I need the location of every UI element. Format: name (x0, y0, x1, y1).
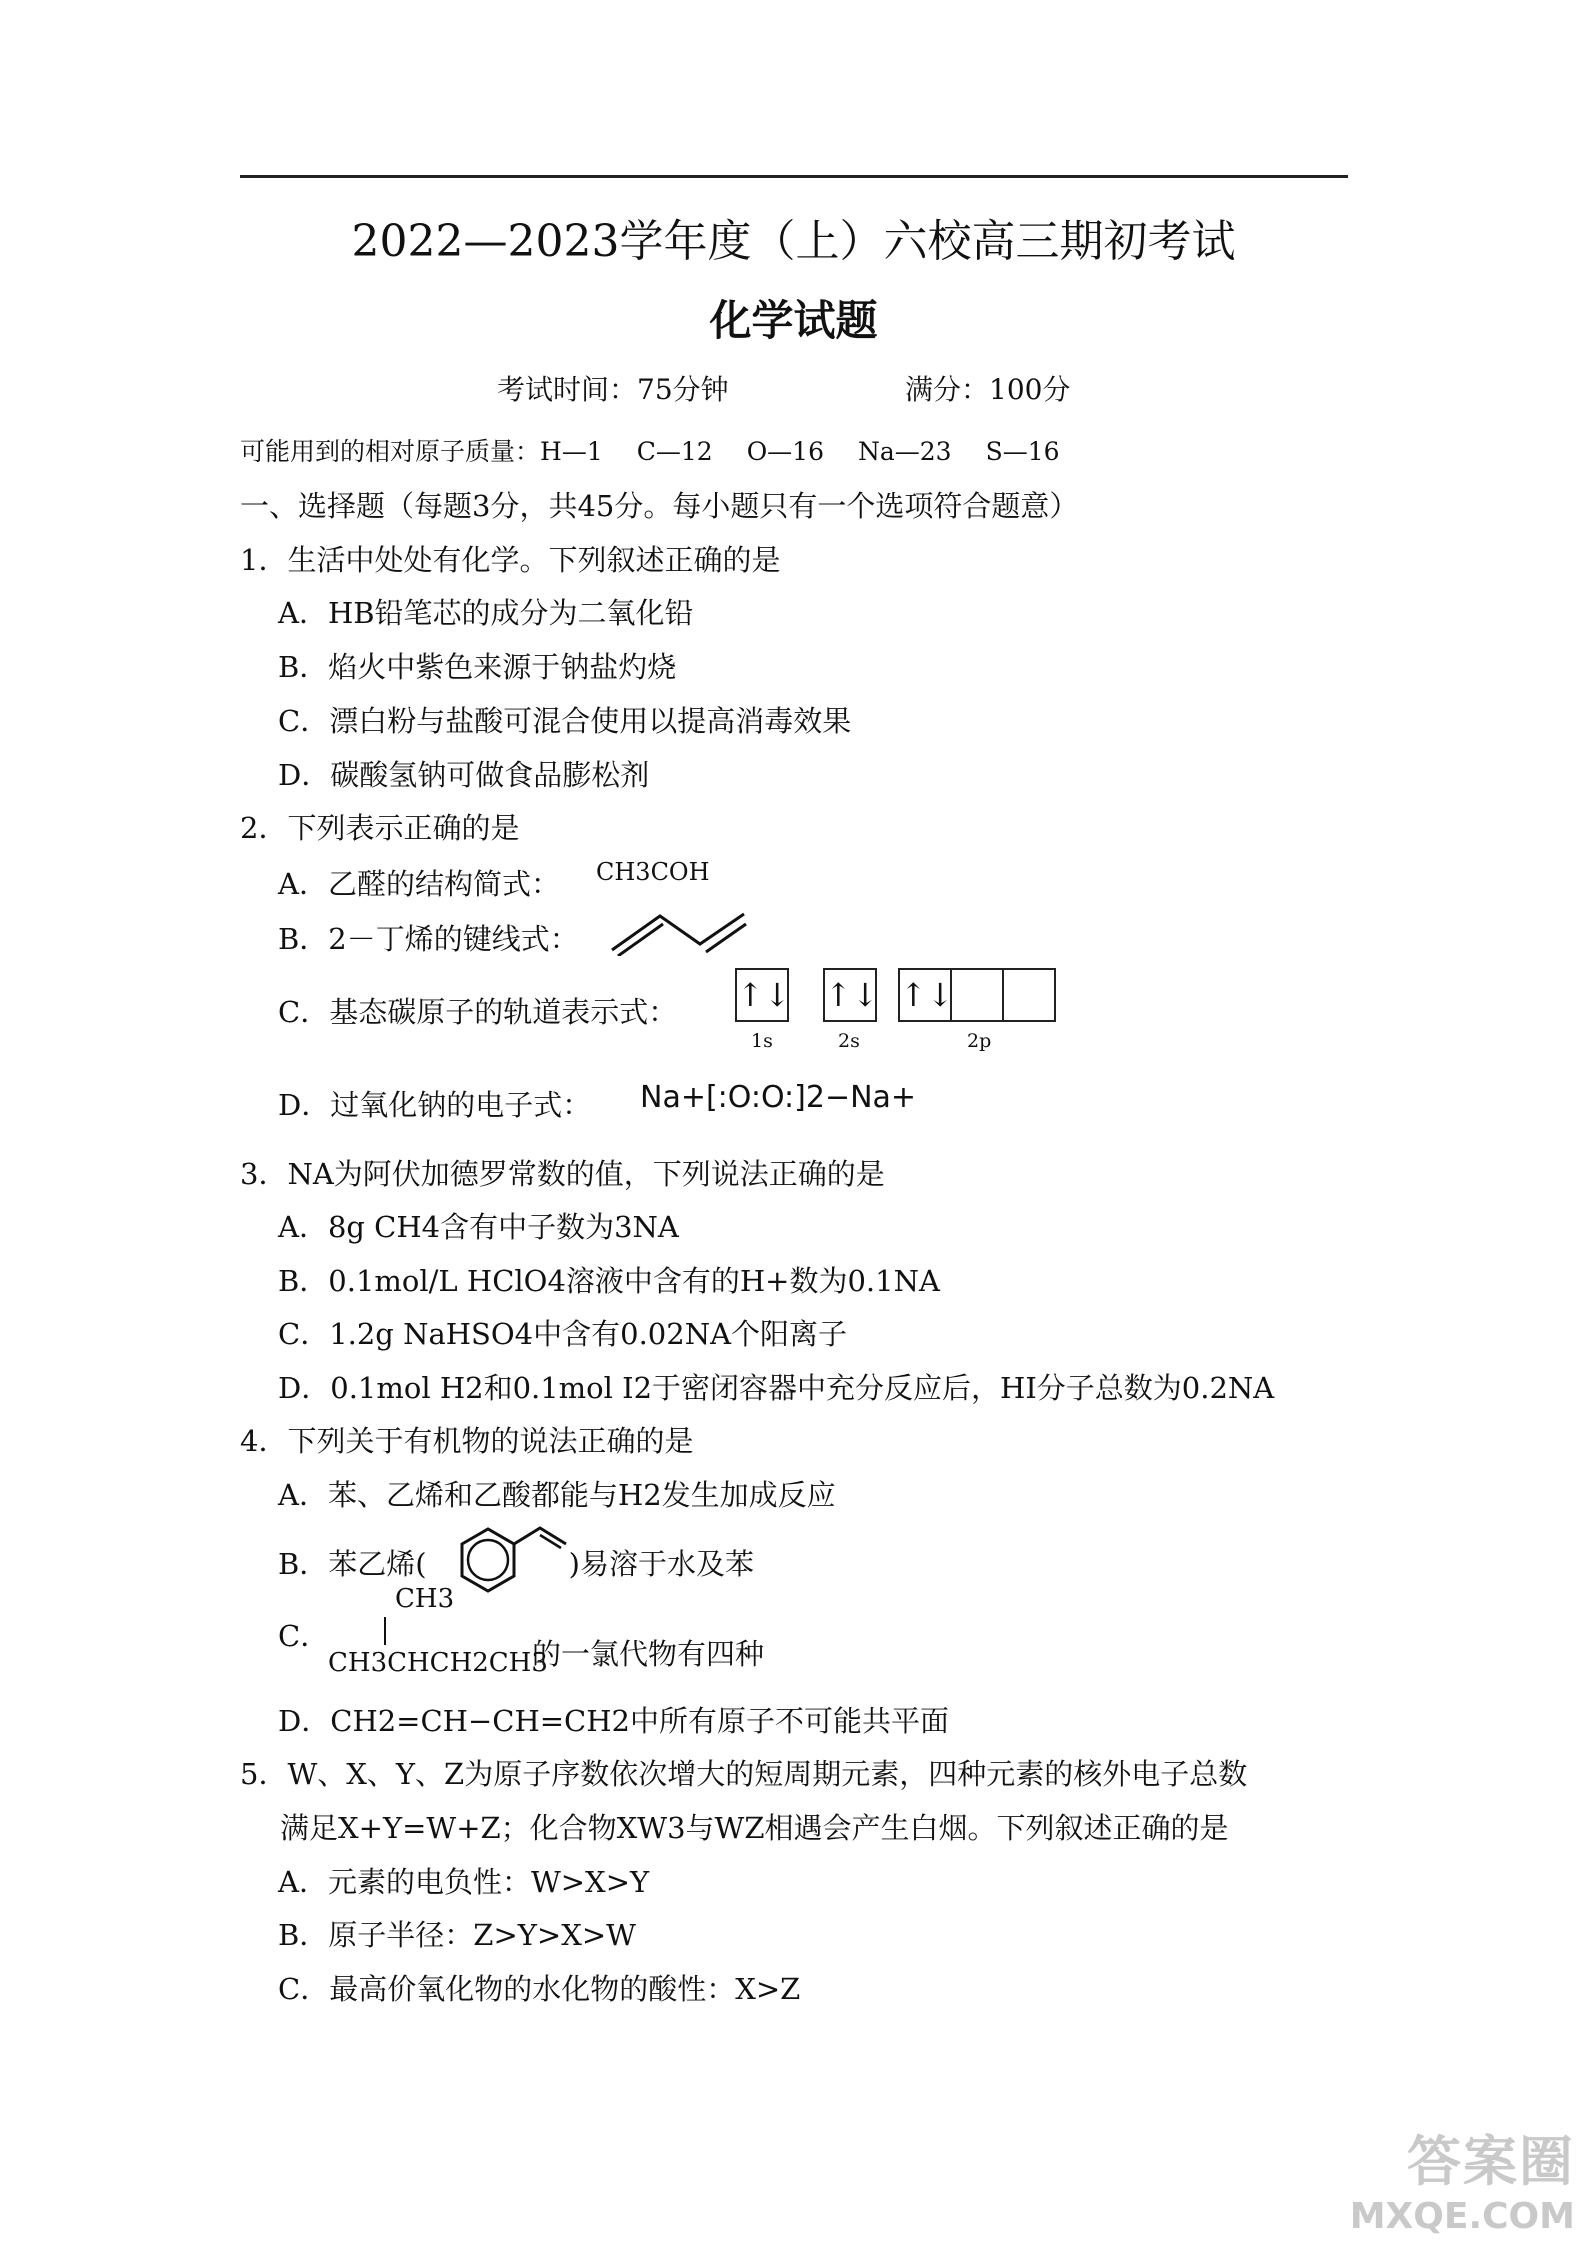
exam-subject: 化学试题 (709, 296, 878, 345)
up-down-arrows-icon: ↑↓ (825, 976, 879, 1014)
orbital-box-2p-3 (1002, 968, 1056, 1022)
q4-b-prefix: B．苯乙烯( (278, 1547, 427, 1581)
orbital-label-2s: 2s (838, 1030, 860, 1052)
q3-option-d: D．0.1mol H2和0.1mol I2于密闭容器中充分反应后，HI分子总数为0.2NA (278, 1371, 1275, 1405)
q4-c-suffix: 的一氯代物有四种 (532, 1637, 765, 1671)
q4-c-branch-ch3: CH3 (395, 1584, 455, 1614)
header-rule (240, 175, 1348, 178)
orbital-label-2p: 2p (967, 1030, 992, 1052)
q5-stem-line-2: 满足X+Y=W+Z；化合物XW3与WZ相遇会产生白烟。下列叙述正确的是 (280, 1811, 1229, 1845)
mass-s: S—16 (985, 437, 1060, 466)
q5-stem-line-1: 5．W、X、Y、Z为原子序数依次增大的短周期元素，四种元素的核外电子总数 (240, 1757, 1248, 1791)
q2-d-electron-formula: Na+[:O:O:]2−Na+ (640, 1080, 917, 1115)
q5-option-b: B．原子半径：Z>Y>X>W (278, 1918, 636, 1952)
q3-option-c: C．1.2g NaHSO4中含有0.02NA个阳离子 (278, 1317, 848, 1351)
q4-stem: 4．下列关于有机物的说法正确的是 (240, 1424, 694, 1458)
orbital-box-2s (823, 968, 877, 1022)
orbital-label-1s: 1s (751, 1030, 773, 1052)
q4-option-d: D．CH2=CH−CH=CH2中所有原子不可能共平面 (278, 1704, 949, 1738)
q1-option-a: A．HB铅笔芯的成分为二氧化铅 (278, 596, 694, 630)
orbital-box-2p-2 (950, 968, 1004, 1022)
q1-option-d: D．碳酸氢钠可做食品膨松剂 (278, 758, 650, 792)
q4-option-c-prefix: C． (278, 1619, 330, 1653)
styrene-structure (440, 1512, 590, 1612)
orbital-box-2p-1 (898, 968, 952, 1022)
orbital-box-1s (735, 968, 789, 1022)
q2-option-b: B．2－丁烯的键线式： (278, 922, 579, 956)
q1-stem: 1．生活中处处有化学。下列叙述正确的是 (240, 543, 781, 577)
q2-b-skeletal-formula (608, 906, 748, 956)
q4-b-suffix: )易溶于水及苯 (568, 1547, 754, 1581)
mass-c: C—12 (636, 437, 713, 466)
q2-option-c: C．基态碳原子的轨道表示式： (278, 995, 678, 1029)
watermark-logo: 答案圈 (1407, 2130, 1575, 2193)
q3-stem: 3．NA为阿伏加德罗常数的值，下列说法正确的是 (240, 1157, 885, 1191)
atomic-masses-label: 可能用到的相对原子质量： (240, 437, 541, 466)
up-down-arrows-icon: ↑↓ (737, 976, 791, 1014)
q5-option-a: A．元素的电负性：W>X>Y (278, 1865, 650, 1899)
atomic-masses (240, 432, 1094, 468)
q5-option-c: C．最高价氧化物的水化物的酸性：X>Z (278, 1972, 801, 2006)
exam-title: 2022—2023学年度（上）六校高三期初考试 (351, 216, 1236, 267)
exam-time: 考试时间：75分钟 (497, 373, 729, 406)
q3-option-a: A．8g CH4含有中子数为3NA (278, 1210, 679, 1244)
mass-o: O—16 (746, 437, 824, 466)
section-heading: 一、选择题（每题3分，共45分。每小题只有一个选项符合题意） (240, 489, 1079, 523)
q1-option-c: C．漂白粉与盐酸可混合使用以提高消毒效果 (278, 704, 852, 738)
q2-option-d: D．过氧化钠的电子式： (278, 1088, 592, 1122)
q1-option-b: B．焰火中紫色来源于钠盐灼烧 (278, 650, 677, 684)
q2-option-a: A．乙醛的结构简式： (278, 867, 560, 901)
mass-na: Na—23 (858, 437, 952, 466)
q4-c-branch-bond (384, 1617, 386, 1645)
q4-c-main-chain: CH3CHCH2CH3 (328, 1648, 548, 1678)
q2-a-formula: CH3COH (596, 858, 710, 886)
mass-h: H—1 (540, 437, 603, 466)
watermark (1350, 2119, 1575, 2237)
q3-option-b: B．0.1mol/L HClO4溶液中含有的H+数为0.1NA (278, 1264, 940, 1298)
q2-stem: 2．下列表示正确的是 (240, 811, 520, 845)
up-down-arrows-icon: ↑↓ (900, 976, 954, 1014)
watermark-url: MXQE.COM (1349, 2196, 1575, 2237)
exam-full-score: 满分：100分 (905, 373, 1071, 406)
q4-option-a: A．苯、乙烯和乙酸都能与H2发生加成反应 (278, 1478, 836, 1512)
